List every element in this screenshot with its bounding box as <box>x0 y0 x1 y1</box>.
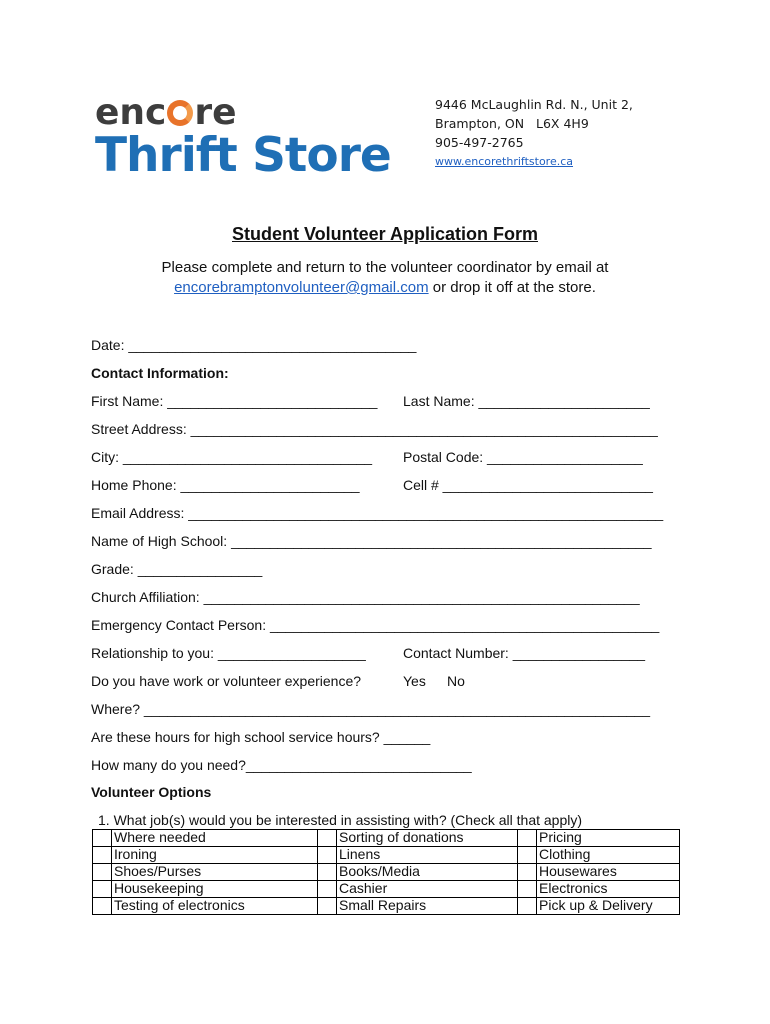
option-checkbox[interactable] <box>518 847 537 864</box>
option-checkbox[interactable] <box>93 830 112 847</box>
table-row <box>93 847 680 864</box>
option-checkbox[interactable] <box>318 847 337 864</box>
contact-information-heading: Contact Information: <box>91 365 229 381</box>
home-phone-field[interactable]: Home Phone: _______________________ <box>91 477 360 493</box>
option-checkbox[interactable] <box>93 898 112 915</box>
high-school-field[interactable]: Name of High School: ______________________________________________________ <box>91 533 652 549</box>
store-address-block <box>435 95 633 171</box>
option-checkbox[interactable] <box>518 864 537 881</box>
table-row <box>93 898 680 915</box>
option-checkbox[interactable] <box>318 881 337 898</box>
address-line-2: Brampton, ON L6X 4H9 <box>435 116 589 131</box>
relationship-field[interactable]: Relationship to you: ___________________ <box>91 645 366 661</box>
store-website-link[interactable]: www.encorethriftstore.ca <box>435 155 574 168</box>
option-label: Pricing <box>537 830 680 847</box>
email-address-field[interactable]: Email Address: _____________________________________________________________ <box>91 505 664 521</box>
first-name-field[interactable]: First Name: ___________________________ <box>91 393 378 409</box>
cell-phone-field[interactable]: Cell # ___________________________ <box>403 477 653 493</box>
experience-no-option[interactable]: No <box>447 673 465 689</box>
logo-ring-icon <box>167 100 193 126</box>
option-checkbox[interactable] <box>518 898 537 915</box>
last-name-field[interactable]: Last Name: ______________________ <box>403 393 650 409</box>
option-label: Clothing <box>537 847 680 864</box>
option-label: Where needed <box>112 830 318 847</box>
experience-yes-option[interactable]: Yes <box>403 673 426 689</box>
store-phone: 905-497-2765 <box>435 135 524 150</box>
option-label: Sorting of donations <box>337 830 518 847</box>
date-field[interactable]: Date: _____________________________________ <box>91 337 417 353</box>
job-interest-question: 1. What job(s) would you be interested in assisting with? (Check all that apply) <box>98 812 583 828</box>
logo-thrift-store-wordmark: Thrift Store <box>95 128 391 183</box>
option-label: Cashier <box>337 881 518 898</box>
hours-needed-field[interactable]: How many do you need?_____________________________ <box>91 757 472 773</box>
church-affiliation-field[interactable]: Church Affiliation: ________________________________________________________ <box>91 589 640 605</box>
form-instructions <box>0 258 770 298</box>
instructions-suffix: or drop it off at the store. <box>428 279 596 296</box>
postal-code-field[interactable]: Postal Code: ____________________ <box>403 449 643 465</box>
option-checkbox[interactable] <box>93 881 112 898</box>
where-field[interactable]: Where? _________________________________________________________________ <box>91 701 651 717</box>
table-row <box>93 864 680 881</box>
option-checkbox[interactable] <box>518 830 537 847</box>
logo-encore-wordmark: enc re <box>95 92 237 133</box>
address-line-1: 9446 McLaughlin Rd. N., Unit 2, <box>435 97 633 112</box>
instructions-line-1: Please complete and return to the volunteer coordinator by email at <box>161 259 609 276</box>
contact-number-field[interactable]: Contact Number: _________________ <box>403 645 646 661</box>
option-label: Electronics <box>537 881 680 898</box>
form-title: Student Volunteer Application Form <box>232 224 538 244</box>
option-checkbox[interactable] <box>318 898 337 915</box>
street-address-field[interactable]: Street Address: ____________________________________________________________ <box>91 421 658 437</box>
city-field[interactable]: City: ________________________________ <box>91 449 373 465</box>
instructions-line-2 <box>0 278 770 298</box>
option-label: Ironing <box>112 847 318 864</box>
table-row <box>93 830 680 847</box>
service-hours-field[interactable]: Are these hours for high school service hours? ______ <box>91 729 431 745</box>
option-checkbox[interactable] <box>318 864 337 881</box>
experience-question: Do you have work or volunteer experience? <box>91 673 362 689</box>
option-checkbox[interactable] <box>93 864 112 881</box>
option-label: Books/Media <box>337 864 518 881</box>
option-checkbox[interactable] <box>318 830 337 847</box>
volunteer-email-link[interactable]: encorebramptonvolunteer@gmail.com <box>174 279 429 296</box>
option-label: Housewares <box>537 864 680 881</box>
emergency-contact-field[interactable]: Emergency Contact Person: __________________________________________________ <box>91 617 660 633</box>
option-label: Testing of electronics <box>112 898 318 915</box>
volunteer-options-heading: Volunteer Options <box>91 784 212 800</box>
option-label: Small Repairs <box>337 898 518 915</box>
option-label: Pick up & Delivery <box>537 898 680 915</box>
encore-thrift-store-logo <box>95 92 423 185</box>
volunteer-options-table <box>92 829 680 915</box>
grade-field[interactable]: Grade: ________________ <box>91 561 263 577</box>
option-checkbox[interactable] <box>93 847 112 864</box>
table-row <box>93 881 680 898</box>
option-label: Housekeeping <box>112 881 318 898</box>
option-checkbox[interactable] <box>518 881 537 898</box>
option-label: Shoes/Purses <box>112 864 318 881</box>
option-label: Linens <box>337 847 518 864</box>
